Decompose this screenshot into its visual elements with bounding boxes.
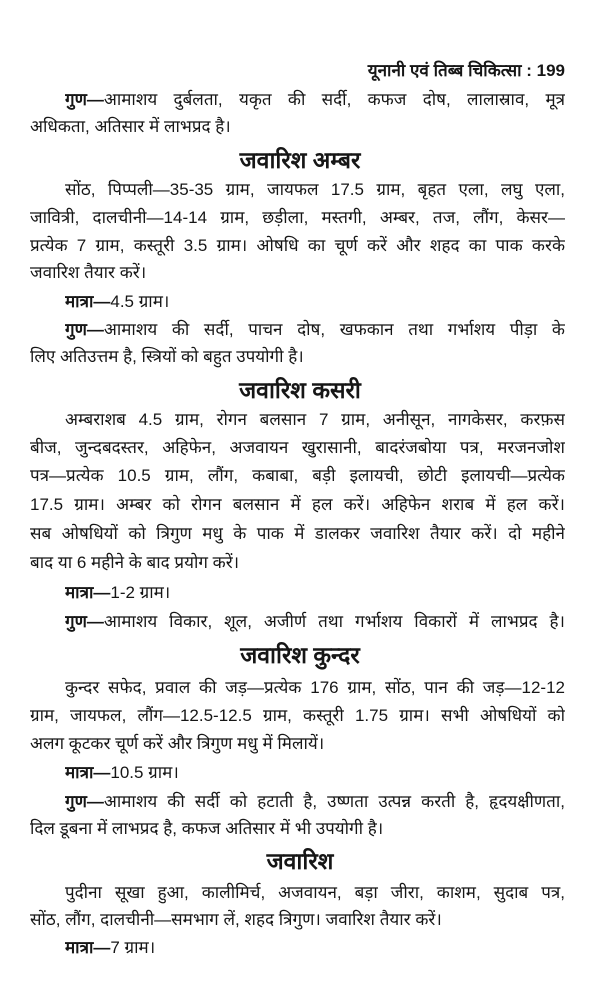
recipe-line: 17.5 ग्राम। अम्बर को रोगन बलसान में हल करें। अहिफेन शराब में हल करें। [30,495,565,514]
intro-guna-line: अधिकता, अतिसार में लाभप्रद है। [30,117,231,136]
guna-label: गुण— [65,90,104,109]
matra-label: मात्रा— [65,292,111,311]
matra-label: मात्रा— [65,763,111,782]
guna-line: गुण—आमाशय की सर्दी को हटाती है, उष्णता उत्पन्न करती है, हृदयक्षीणता, [65,792,565,811]
recipe-line: सब ओषधियों को त्रिगुण मधु के पाक में डालकर जवारिश तैयार करें। दो महीने [30,524,565,543]
section-heading: जवारिश [266,848,334,874]
section-heading: जवारिश अम्बर [239,147,361,173]
recipe-line: बाद या 6 महीने के बाद प्रयोग करें। [30,553,240,572]
guna-line: दिल डूबना में लाभप्रद है, कफज अतिसार में भी उपयोगी है। [30,819,384,838]
guna-line: लिए अतिउत्तम है, स्त्रियों को बहुत उपयोगी है। [30,347,304,366]
running-header: यूनानी एवं तिब्ब चिकित्सा : 199 [367,61,565,80]
section-heading: जवारिश कसरी [239,377,361,403]
recipe-line: जावित्री, दालचीनी—14-14 ग्राम, छड़ीला, मस्तगी, अम्बर, तज, लौंग, केसर— [30,208,565,227]
guna-label: गुण— [65,320,104,339]
matra-label: मात्रा— [65,938,111,957]
recipe-line: अलग कूटकर चूर्ण करें और त्रिगुण मधु में मिलायें। [30,734,325,753]
recipe-line: बीज, जुन्दबदस्तर, अहिफेन, अजवायन खुरासानी, बादरंजबोया पत्र, मरजनजोश [30,438,565,457]
recipe-line: सोंठ, पिप्पली—35-35 ग्राम, जायफल 17.5 ग्राम, बृहत एला, लघु एला, [65,180,565,199]
section-heading: जवारिश कुन्दर [240,642,360,668]
recipe-line: पुदीना सूखा हुआ, कालीमिर्च, अजवायन, बड़ा जीरा, काशम, सुदाब पत्र, [65,883,565,902]
recipe-line: जवारिश तैयार करें। [30,263,147,282]
guna-line: गुण—आमाशय की सर्दी, पाचन दोष, खफकान तथा गर्भाशय पीड़ा के [65,320,565,339]
matra-label: मात्रा— [65,583,111,602]
recipe-line: ग्राम, जायफल, लौंग—12.5-12.5 ग्राम, कस्तूरी 1.75 ग्राम। सभी ओषधियों को [30,706,565,725]
guna-label: गुण— [65,612,104,631]
matra-line: मात्रा—7 ग्राम। [65,938,156,957]
matra-line: मात्रा—4.5 ग्राम। [65,292,170,311]
recipe-line: अम्बराशब 4.5 ग्राम, रोगन बलसान 7 ग्राम, अनीसून, नागकेसर, करफ़स [65,410,565,429]
matra-line: मात्रा—1-2 ग्राम। [65,583,171,602]
matra-line: मात्रा—10.5 ग्राम। [65,763,179,782]
recipe-line: पत्र—प्रत्येक 10.5 ग्राम, लौंग, कबाबा, बड़ी इलायची, छोटी इलायची—प्रत्येक [30,466,565,485]
intro-guna-line: गुण—आमाशय दुर्बलता, यकृत की सर्दी, कफज दोष, लालास्राव, मूत्र [65,90,565,109]
recipe-line: प्रत्येक 7 ग्राम, कस्तूरी 3.5 ग्राम। ओषधि का चूर्ण करें और शहद का पाक करके [30,236,565,255]
recipe-line: कुन्दर सफेद, प्रवाल की जड़—प्रत्येक 176 ग्राम, सोंठ, पान की जड़—12-12 [65,678,565,697]
recipe-line: सोंठ, लौंग, दालचीनी—समभाग लें, शहद त्रिगुण। जवारिश तैयार करें। [30,910,442,929]
guna-label: गुण— [65,792,104,811]
guna-line: गुण—आमाशय विकार, शूल, अजीर्ण तथा गर्भाशय विकारों में लाभप्रद है। [65,612,565,631]
